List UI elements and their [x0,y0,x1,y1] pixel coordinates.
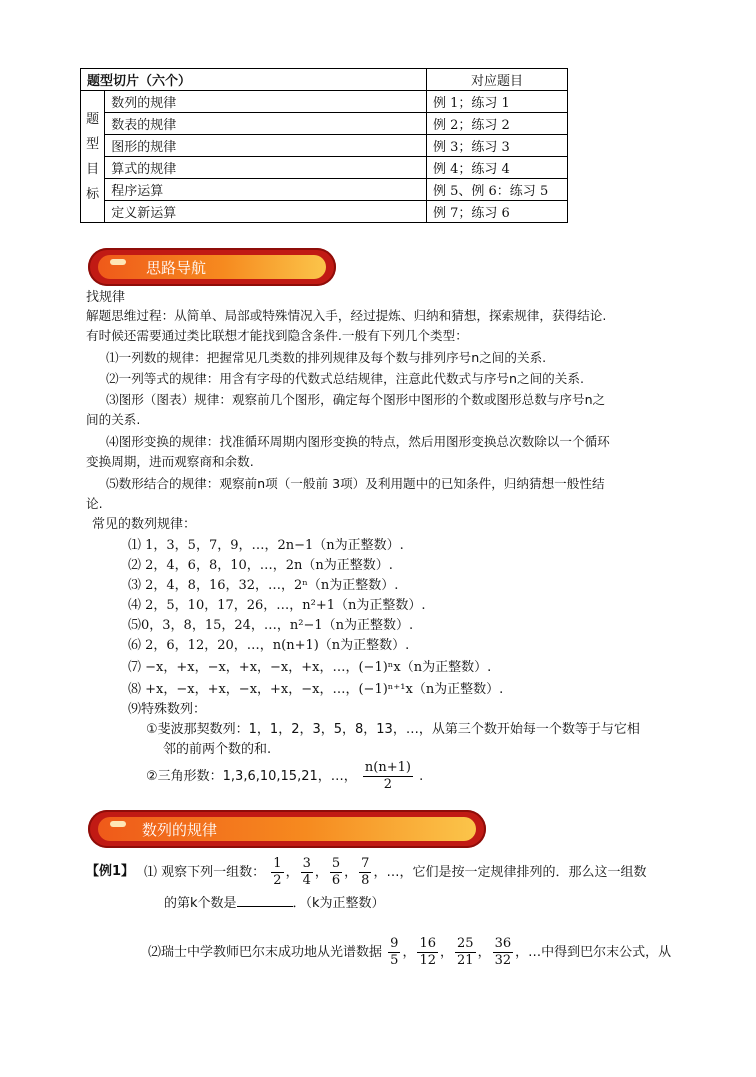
vertical-label [81,91,105,223]
guide-type-1: ⑴一列数的规律：把握常见几类数的排列规律及每个数与排列序号n之间的关系. [106,350,547,365]
banner-highlight-icon [110,259,126,265]
guide-intro-line2: 有时候还需要通过类比联想才能找到隐含条件.一般有下列几个类型： [86,328,468,343]
topic-name: 图形的规律 [105,135,427,157]
guide-type-5-line2: 论. [86,496,103,511]
topic-name: 定义新运算 [105,201,427,223]
table-row [81,113,568,135]
guide-type-5-line1: ⑸数形结合的规律：观察前n项（一般前 3项）及利用题中的已知条件，归纳猜想一般性结 [106,476,605,491]
vertical-char: 型 [86,136,100,152]
topic-examples: 例 7；练习 6 [427,201,568,223]
vertical-char: 题 [86,111,100,127]
vertical-char: 标 [86,186,100,202]
fraction: $\frac{1}{2}$ [273,856,282,888]
example1-part1-line2: 的第k个数是 ．（k为正整数） [164,896,385,911]
table-row [81,91,568,113]
fraction-numerator: n(n+1) [364,760,411,775]
example1-suffix: ，…，它们是按一定规律排列的．那么这一组数 [373,865,647,880]
table-header-row [81,69,568,91]
fraction-denominator: 2 [383,777,393,792]
topic-examples: 例 3；练习 3 [427,135,568,157]
topic-examples: 例 1；练习 1 [427,91,568,113]
topic-examples: 例 4；练习 4 [427,157,568,179]
guide-type-4-line1: ⑷图形变换的规律：找准循环周期内图形变换的特点，然后用图形变换总次数除以一个循环 [106,434,610,449]
fraction: $\frac{3}{4}$ [302,856,311,888]
topic-examples: 例 5、例 6：练习 5 [427,179,568,201]
guide-title: 找规律 [86,290,126,305]
triangular-formula [363,760,413,793]
sequence-item: ⑵ 2，4，6，8，10，…，2n（n为正整数）. [128,558,393,573]
answer-blank[interactable] [237,894,293,907]
topic-examples: 例 2；练习 2 [427,113,568,135]
fibonacci-line1: ①斐波那契数列：1，1，2，3，5，8，13，…，从第三个数开始每一个数等于与它相 [146,722,640,737]
sequence-item: ⑴ 1，3，5，7，9，…，2n−1（n为正整数）. [128,538,404,553]
example1-part2-line1: ⑵瑞士中学教师巴尔末成功地从光谱数据 $\frac{9}{5}$ ， $\frac{16}{12}$ ， $\frac{25}{21}$ ， $\frac{36}{32}$ ，…中得到巴尔末公式，从 [148,936,672,968]
table-row [81,157,568,179]
fraction: $\frac{7}{8}$ [361,856,370,888]
guide-type-3-line1: ⑶图形（图表）规律：观察前几个图形，确定每个图形中图形的个数或图形总数与序号n之 [106,392,606,407]
example-tag: 【例1】 [86,864,135,879]
topic-table [80,68,568,223]
section-banner-thinking [88,248,336,286]
fraction: $\frac{36}{32}$ [494,936,512,968]
section-banner-sequences [88,810,486,848]
table-row [81,135,568,157]
topic-name: 程序运算 [105,179,427,201]
table-header-right: 对应题目 [427,69,568,91]
table-row [81,179,568,201]
special-sequences-title: ⑼特殊数列： [128,702,207,717]
example1-part1-line1: ⑴ 观察下列一组数： $\frac{1}{2}$ ， $\frac{3}{4}$ ， $\frac{5}{6}$ ， $\frac{7}{8}$ ，…，它们是按一定规律排列的．那么这一组数 [144,856,647,888]
fibonacci-line2: 邻的前两个数的和. [163,742,272,757]
fraction: $\frac{16}{12}$ [419,936,436,968]
topic-name: 数列的规律 [105,91,427,113]
example1-prefix: ⑴ 观察下列一组数： [144,865,266,880]
sequence-item: ⑺ −x，+x，−x，+x，−x，+x，…，(−1)ⁿx（n为正整数）. [128,660,492,675]
sequence-item: ⑷ 2，5，10，17，26，…，n²+1（n为正整数）. [128,598,426,613]
common-sequences-heading: 常见的数列规律： [92,517,197,532]
fraction: $\frac{5}{6}$ [331,856,341,888]
triangular-numbers [146,760,423,793]
table-header-left: 题型切片（六个） [81,69,427,91]
vertical-char: 目 [86,161,100,177]
guide-type-3-line2: 间的关系. [86,412,141,427]
triangular-prefix: ②三角形数：1,3,6,10,15,21，…， [146,769,357,784]
sequence-item: ⑸0，3，8，15，24，…，n²−1（n为正整数）. [128,618,414,633]
fraction: $\frac{9}{5}$ [390,936,399,968]
topic-name: 数表的规律 [105,113,427,135]
banner-highlight-icon [110,821,126,827]
sequence-item: ⑹ 2，6，12，20，…，n(n+1)（n为正整数）. [128,638,410,653]
banner-label: 数列的规律 [142,821,218,839]
sequence-item: ⑶ 2，4，8，16，32，…，2ⁿ（n为正整数）. [128,578,399,593]
guide-type-2: ⑵一列等式的规律：用含有字母的代数式总结规律，注意此代数式与序号n之间的关系. [106,371,584,386]
guide-type-4-line2: 变换周期，进而观察商和余数. [86,454,254,469]
sequence-item: ⑻ +x，−x，+x，−x，+x，−x，…，(−1)ⁿ⁺¹x（n为正整数）. [128,682,504,697]
topic-name: 算式的规律 [105,157,427,179]
fraction: $\frac{25}{21}$ [457,936,474,968]
guide-intro-line1: 解题思维过程：从简单、局部或特殊情况入手，经过提炼、归纳和猜想，探索规律，获得结论. [86,308,607,323]
banner-label: 思路导航 [146,259,207,277]
table-row [81,201,568,223]
triangular-suffix: . [419,769,424,784]
